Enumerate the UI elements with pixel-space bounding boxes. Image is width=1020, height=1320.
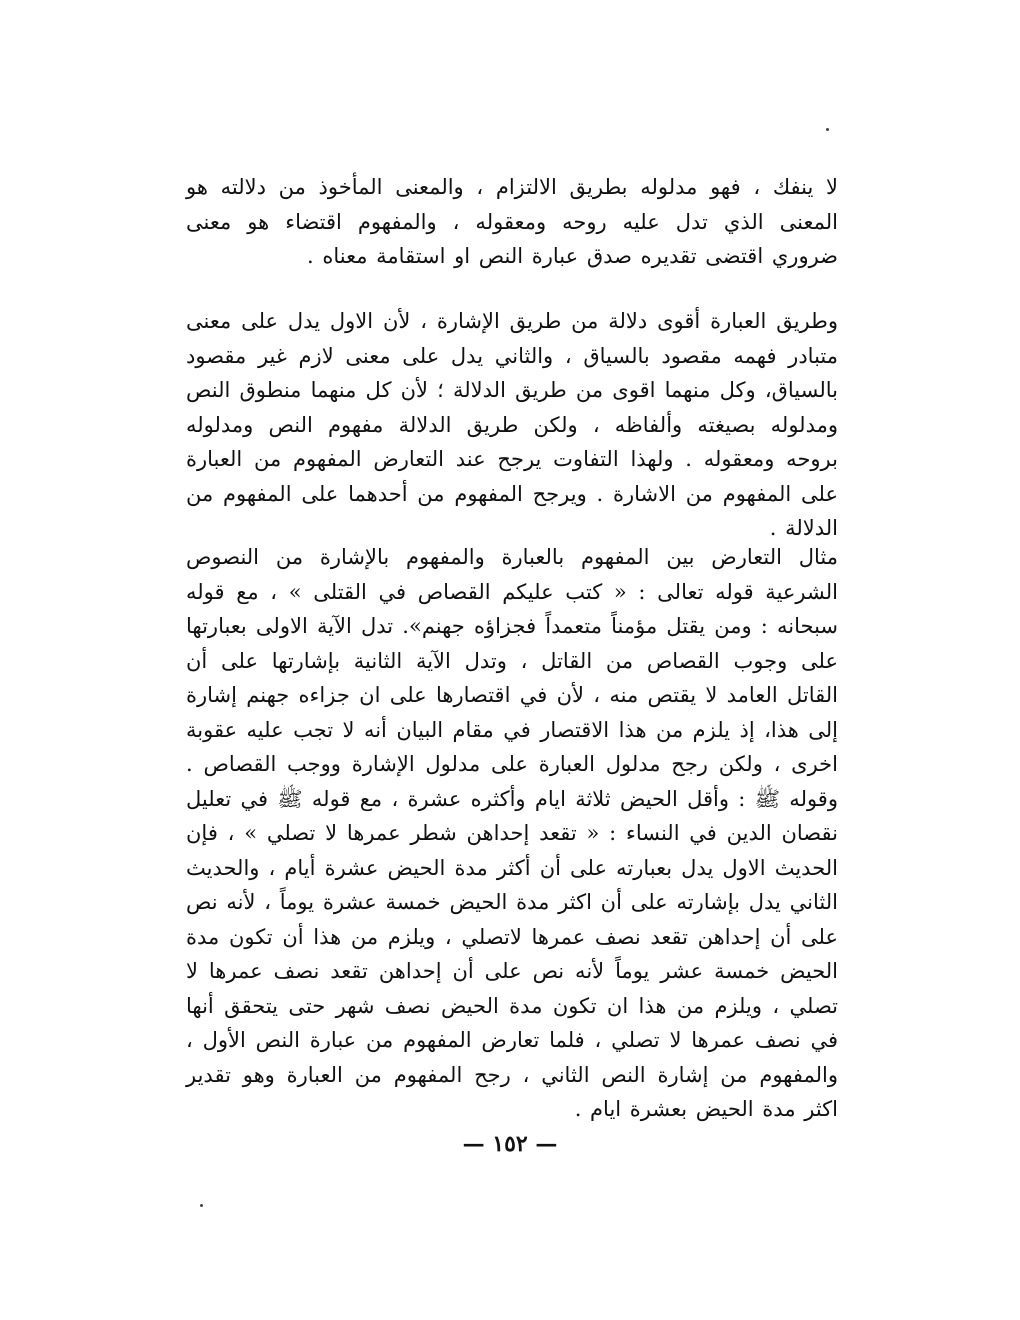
paragraph-3: مثال التعارض بين المفهوم بالعبارة والمفهوم بالإشارة من النصوص الشرعية قوله تعالى : « كتب عليكم القصاص في القتلى » ، مع قوله سبحانه : ومن يقتل مؤمناً متعمداً فجزاؤه جهنم». تدل الآية الاولى بعبارتها على وجوب القصاص من القاتل ، وتدل الآية الثانية بإشارتها على أن القاتل العامد لا يقتص منه ، لأن في اقتصارها على ان جزاءه جهنم إشارة إلى هذا، إذ يلزم من هذا الاقتصار في مقام البيان أنه لا تجب عليه عقوبة اخرى ، ولكن رجح مدلول العبارة على مدلول الإشارة ووجب القصاص . وقوله ﷺ : وأقل الحيض ثلاثة ايام وأكثره عشرة ، مع قوله ﷺ في تعليل نقصان الدين في النساء : « تقعد إحداهن شطر عمرها لا تصلي » ، فإن الحديث الاول يدل بعبارته على أن أكثر مدة الحيض عشرة أيام ، والحديث الثاني يدل بإشارته على أن اكثر مدة الحيض خمسة عشرة يوماً ، لأنه نص على أن إحداهن تقعد نصف عمرها لاتصلي ، ويلزم من هذا أن تكون مدة الحيض خمسة عشر يوماً لأنه نص على أن إحداهن تقعد نصف عمرها لا تصلي ، ويلزم من هذا ان تكون مدة الحيض نصف شهر حتى يتحقق أنها في نصف عمرها لا تصلي ، فلما تعارض المفهوم من عبارة النص الأول ، والمفهوم من إشارة النص الثاني ، رجح المفهوم من العبارة وهو تقدير اكثر مدة الحيض بعشرة ايام . xyxy=(186,545,838,1121)
paragraph-2: وطريق العبارة أقوى دلالة من طريق الإشارة ، لأن الاول يدل على معنى متبادر فهمه مقصود بالسياق ، والثاني يدل على معنى لازم غير مقصود بالسياق، وكل منهما اقوى من طريق الدلالة ؛ لأن كل منهما منطوق النص ومدلوله بصيغته وألفاظه ، ولكن طريق الدلالة مفهوم النص ومدلوله بروحه ومعقوله . ولهذا التفاوت يرجح عند التعارض المفهوم من العبارة على المفهوم من الاشارة . ويرجح المفهوم من أحدهما على المفهوم من الدلالة . xyxy=(186,309,838,540)
page-number: — ١٥٢ — xyxy=(462,1131,558,1157)
scan-speck xyxy=(200,1204,203,1207)
scan-speck xyxy=(826,128,829,131)
paragraph-1: لا ينفك ، فهو مدلوله بطريق الالتزام ، والمعنى المأخوذ من دلالته هو المعنى الذي تدل عليه روحه ومعقوله ، والمفهوم اقتضاء هو معنى ضروري اقتضى تقديره صدق عبارة النص او استقامة معناه . xyxy=(186,175,838,268)
